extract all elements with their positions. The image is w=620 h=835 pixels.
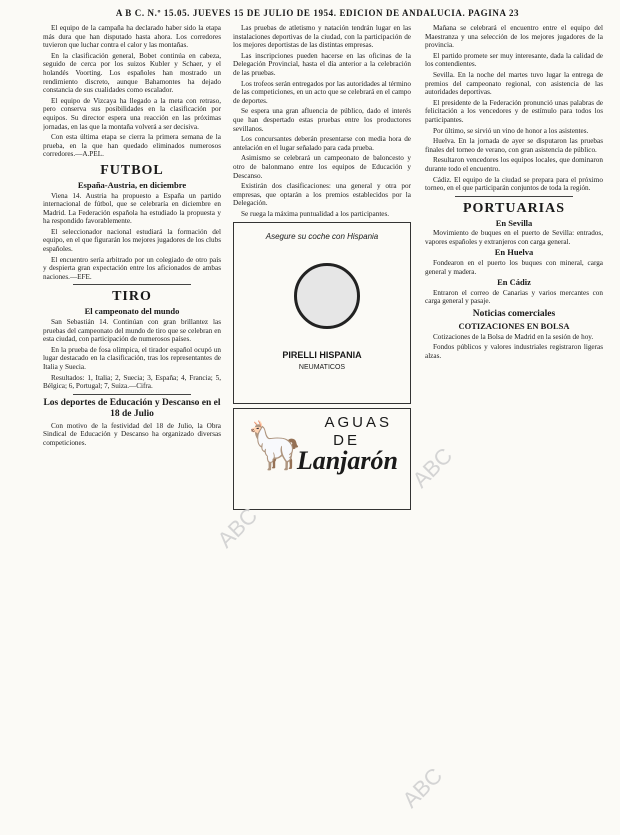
article-paragraph: El partido promete ser muy interesante, dada la calidad de los contendientes. <box>425 51 603 69</box>
section-heading-portuarias: PORTUARIAS <box>462 200 566 216</box>
sub-heading: COTIZACIONES EN BOLSA <box>458 321 570 332</box>
section-heading-futbol: FUTBOL <box>100 162 164 178</box>
article-paragraph: Movimiento de buques en el puerto de Sevilla: entrados, vapores españoles y extranjeros con carga general. <box>425 229 603 246</box>
article-paragraph: Con esta última etapa se cierra la primera semana de la prueba, en la que han quedado eliminados numerosos corredores.—A.PEL. <box>43 133 221 159</box>
article-paragraph: En la clasificación general, Bobet continúa en cabeza, seguido de cerca por los suizos Kubler y Schaer, y el holandés Voorting. Los españoles han mostrado un rendimiento discreto, aunque Bahamontes ha dejado constancia de sus cualidades como escalador. <box>43 51 221 95</box>
article-paragraph: El equipo de la campaña ha declarado haber sido la etapa más dura que han disputado hasta ahora. Los corredores tuvieron que luchar contra el calor y las montañas. <box>43 24 221 50</box>
article-paragraph: Asimismo se celebrará un campeonato de baloncesto y otro de balonmano entre los equipos de Educación y Descanso. <box>233 154 411 180</box>
article-headline: Los deportes de Educación y Descanso en el 18 de Julio <box>43 397 221 419</box>
article-headline: España-Austria, en diciembre <box>77 179 187 190</box>
ad-slogan: Asegure su coche con Hispania <box>265 232 379 242</box>
sub-heading: En Sevilla <box>495 217 533 228</box>
divider <box>455 196 573 197</box>
article-paragraph: Las inscripciones pueden hacerse en las oficinas de la Delegación Provincial, hasta el día anterior a la celebración de las pruebas. <box>233 51 411 77</box>
article-paragraph: Se espera una gran afluencia de público, dado el interés que han despertado estas pruebas entre los productores sevillanos. <box>233 107 411 133</box>
page-header: A B C. N.º 15.05. JUEVES 15 DE JULIO DE 1954. EDICION DE ANDALUCIA. PAGINA 23 <box>115 8 520 18</box>
article-paragraph: Viena 14. Austria ha propuesto a España un partido internacional de fútbol, que se celebraría en diciembre en Madrid. La Federación española ha estudiado la propuesta y ha respondido favorablemente. <box>43 191 221 226</box>
ad-brand: PIRELLI HISPANIA <box>282 350 362 361</box>
article-paragraph: Con motivo de la festividad del 18 de Julio, la Obra Sindical de Educación y Descanso ha organizado diversas competiciones. <box>43 421 221 447</box>
article-paragraph: Cotizaciones de la Bolsa de Madrid en la sesión de hoy. <box>433 332 594 341</box>
article-paragraph: Mañana se celebrará el encuentro entre el equipo del Maestranza y una selección de los mejores jugadores de la provincia. <box>425 24 603 50</box>
llama-icon: 🦙 <box>246 420 304 472</box>
article-paragraph: Sevilla. En la noche del martes tuvo lugar la entrega de premios del campeonato regional, con asistencia de las autoridades deportivas. <box>425 70 603 97</box>
article-paragraph: Resultaron vencedores los equipos locales, que dominaron durante todo el encuentro. <box>425 156 603 173</box>
sub-heading: En Huelva <box>494 247 534 258</box>
article-paragraph: Existirán dos clasificaciones: una general y otra por empresas, que optarán a los premios establecidos por la Delegación. <box>233 182 411 208</box>
tyre-logo-icon <box>294 263 360 329</box>
ad-line: AGUAS <box>324 414 392 432</box>
watermark: ABC <box>212 502 263 553</box>
column-2 <box>233 24 411 830</box>
article-paragraph: Entraron el correo de Canarias y varios mercantes con carga general y pasaje. <box>425 288 603 306</box>
article-headline: Noticias comerciales <box>472 309 556 320</box>
ad-brand-sub: NEUMATICOS <box>298 364 346 372</box>
article-paragraph: San Sebastián 14. Continúan con gran brillantez las pruebas del campeonato del mundo de tiro que se celebran en esta ciudad, con participación de numerosos países. <box>43 318 221 344</box>
advertisement-lanjaron <box>233 408 411 510</box>
article-paragraph: El equipo de Vizcaya ha llegado a la meta con retraso, pero conserva sus posibilidades en la clasificación por equipos. Su director espera una reacción en las próximas jornadas, en las que la montaña volverá a ser decisiva. <box>43 96 221 131</box>
watermark: ABC <box>407 442 458 493</box>
article-paragraph: Por último, se sirvió un vino de honor a los asistentes. <box>433 126 589 135</box>
ad-line: DE <box>333 432 360 450</box>
article-paragraph: Los concursantes deberán presentarse con media hora de antelación en el lugar señalado para cada prueba. <box>233 135 411 152</box>
article-paragraph: Resultados: 1, Italia; 2, Suecia; 3, España; 4, Francia; 5, Bélgica; 6, Portugal; 7, Suiza.—Cifra. <box>43 373 221 391</box>
article-paragraph: Fondos públicos y valores industriales registraron ligeras alzas. <box>425 343 603 360</box>
divider <box>73 394 191 395</box>
article-paragraph: Los trofeos serán entregados por las autoridades al término de las competiciones, en un acto que se celebrará en el campo de deportes. <box>233 79 411 105</box>
section-heading-tiro: TIRO <box>112 289 152 305</box>
article-paragraph: Las pruebas de atletismo y natación tendrán lugar en las instalaciones deportivas de la ciudad, con la participación de los mejores deportistas de las distintas empresas. <box>233 24 411 50</box>
article-paragraph: Se ruega la máxima puntualidad a los participantes. <box>241 209 390 218</box>
column-3 <box>425 24 603 830</box>
advertisement-pirelli <box>233 222 411 404</box>
article-paragraph: Huelva. En la jornada de ayer se disputaron las pruebas finales del torneo de verano, con gran asistencia de público. <box>425 137 603 154</box>
column-1 <box>43 24 221 830</box>
article-paragraph: El encuentro sería arbitrado por un colegiado de otro país y despierta gran expectación entre los aficionados de ambas naciones.—EFE. <box>43 255 221 281</box>
ad-brand: Lanjarón <box>296 446 398 476</box>
divider <box>73 284 191 285</box>
sub-heading: En Cádiz <box>497 277 531 288</box>
article-paragraph: El presidente de la Federación pronunció unas palabras de felicitación a los vencedores y de estímulo para todos los participantes. <box>425 98 603 124</box>
article-paragraph: Fondearon en el puerto los buques con mineral, carga general y madera. <box>425 259 603 276</box>
article-paragraph: El seleccionador nacional estudiará la formación del equipo, en el que figurarán los mejores jugadores de los clubs españoles. <box>43 227 221 254</box>
article-headline: El campeonato del mundo <box>84 306 180 317</box>
article-paragraph: Cádiz. El equipo de la ciudad se prepara para el próximo torneo, en el que participarán conjuntos de toda la región. <box>425 175 603 193</box>
article-paragraph: En la prueba de fosa olímpica, el tirador español ocupó un lugar destacado en la clasificación, tras los representantes de Italia y Suecia. <box>43 345 221 371</box>
watermark: ABC <box>397 762 448 813</box>
